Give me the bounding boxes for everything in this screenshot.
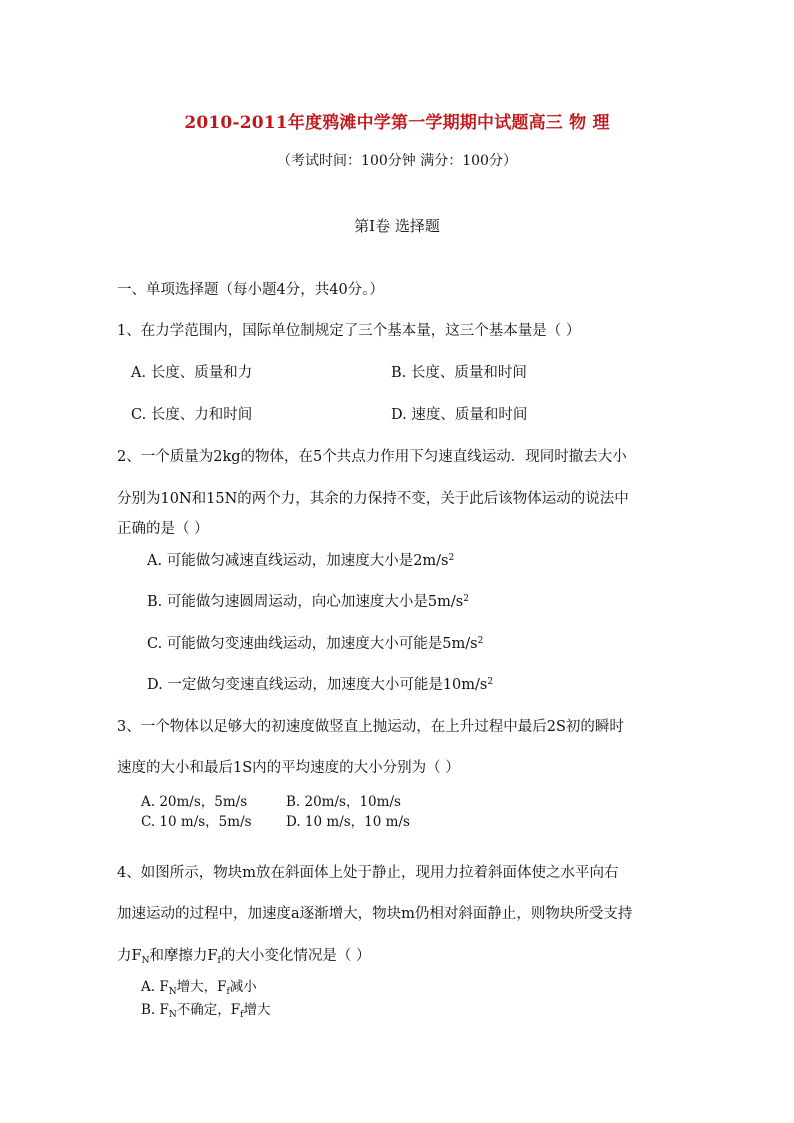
part-heading: 一、单项选择题（每小题4分，共40分。） xyxy=(117,282,384,298)
question-2-line-2: 分别为10N和15N的两个力，其余的力保持不变，关于此后该物体运动的说法中 xyxy=(117,491,629,507)
question-4-line-2: 加速运动的过程中，加速度a逐渐增大，物块m仍相对斜面静止，则物块所受支持 xyxy=(117,906,633,922)
question-2-line-1: 2、一个质量为2kg的物体，在5个共点力作用下匀速直线运动．现同时撤去大小 xyxy=(117,449,627,465)
question-3-option-d: D. 10 m/s，10 m/s xyxy=(286,814,410,830)
question-2-option-c: C. 可能做匀变速曲线运动，加速度大小可能是$5m/s^2$ xyxy=(147,636,484,652)
question-3-line-2: 速度的大小和最后1S内的平均速度的大小分别为（ ） xyxy=(117,760,460,776)
question-4-option-a: A. $F_N$增大，$F_f$减小 xyxy=(141,979,257,997)
question-4-line-1: 4、如图所示，物块m放在斜面体上处于静止，现用力拉着斜面体使之水平向右 xyxy=(117,865,619,881)
question-2-option-a: A. 可能做匀减速直线运动，加速度大小是$2m/s^2$ xyxy=(147,553,455,569)
question-4-line-3: 力$F_N$和摩擦力$F_f$的大小变化情况是（ ） xyxy=(117,948,371,966)
exam-title: 2010-2011年度鸦滩中学第一学期期中试题高三 物 理 xyxy=(184,113,610,133)
question-1-option-c: C. 长度、力和时间 xyxy=(131,407,253,423)
question-1-option-b: B. 长度、质量和时间 xyxy=(391,365,527,381)
question-1-stem: 1、在力学范围内，国际单位制规定了三个基本量，这三个基本量是（ ） xyxy=(117,323,581,339)
question-1-option-a: A. 长度、质量和力 xyxy=(131,365,253,381)
question-1-option-d: D. 速度、质量和时间 xyxy=(391,407,528,423)
question-3-option-a: A. 20m/s，5m/s xyxy=(141,794,248,810)
question-3-option-b: B. 20m/s，10m/s xyxy=(286,794,401,810)
question-2-option-d: D. 一定做匀变速直线运动，加速度大小可能是$10m/s^2$ xyxy=(147,677,494,693)
question-2-option-b: B. 可能做匀速圆周运动，向心加速度大小是$5m/s^2$ xyxy=(147,594,469,610)
exam-time-info: （考试时间：100分钟 满分：100分） xyxy=(277,153,517,169)
question-2-line-3: 正确的是（ ） xyxy=(117,521,209,537)
question-3-option-c: C. 10 m/s，5m/s xyxy=(141,814,252,830)
question-3-line-1: 3、一个物体以足够大的初速度做竖直上抛运动，在上升过程中最后2S初的瞬时 xyxy=(117,719,624,735)
question-4-option-b: B. $F_N$不确定，$F_f$增大 xyxy=(141,1002,271,1020)
section-heading: 第Ⅰ卷 选择题 xyxy=(354,217,440,235)
